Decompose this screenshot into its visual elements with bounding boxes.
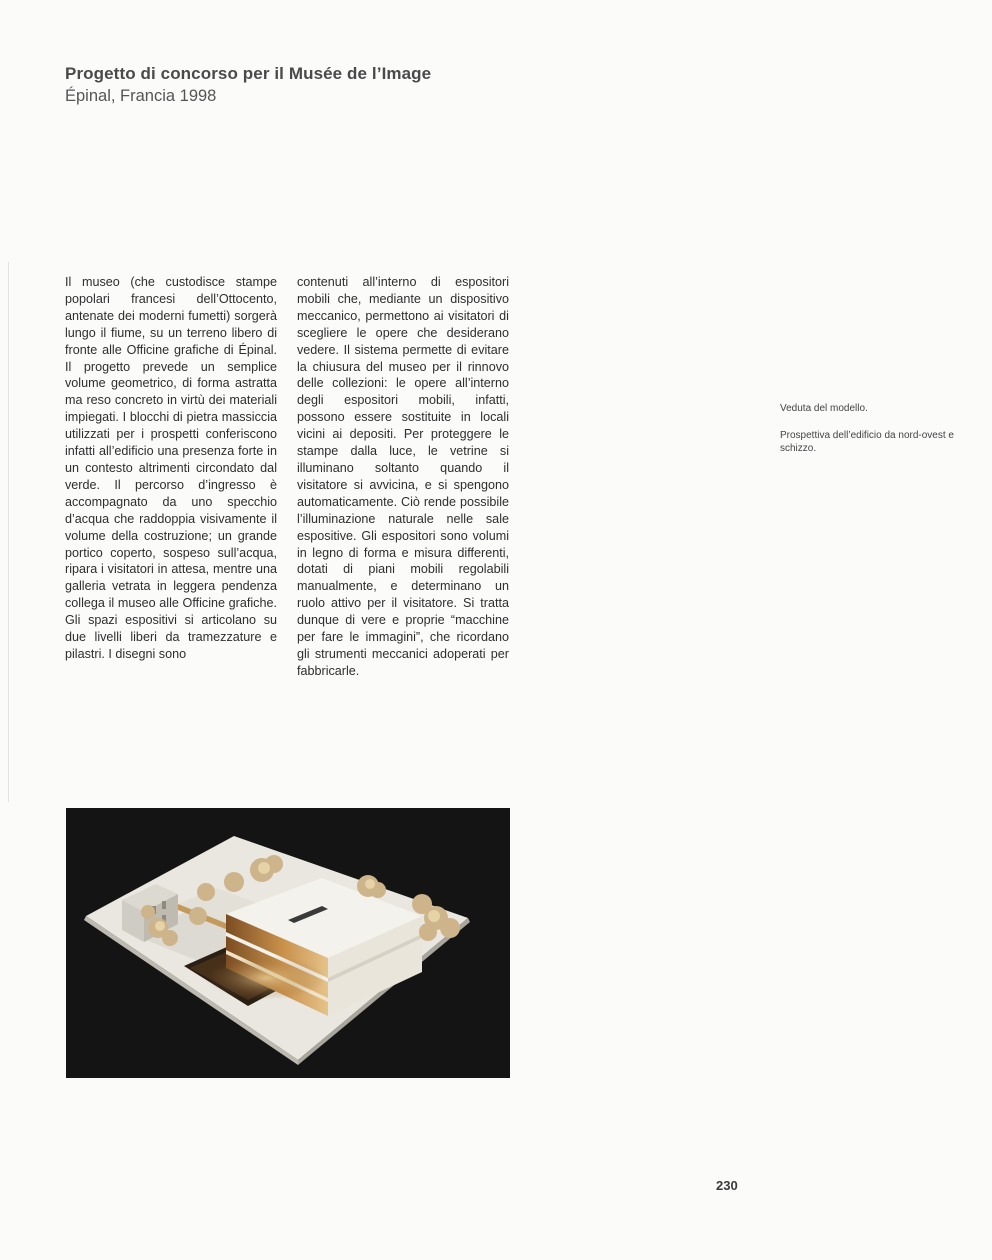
body-column-2: contenuti all’interno di espositori mobili che, mediante un dispositivo meccanico, permettono ai visitatori di scegliere le opere che desiderano vedere. Il sistema permette di evitare la chiusura del museo per il rinnovo delle collezioni: le opere all’interno degli espositori mobili, infatti, possono essere sostituite in locali vicini ai depositi. Per proteggere le stampe dalla luce, le vetrine si illuminano soltanto quando il visitatore si avvicina, e si spengono automaticamente. Ciò rende possibile l’illuminazione naturale nelle sale espositive. Gli espositori sono volumi in legno di forma e misura differenti, dotati di piani mobili regolabili manualmente, e determinano un ruolo attivo per il visitatore. Si tratta dunque di vere e proprie “macchine per fare le immagini”, che ricordano gli strumenti meccanici adoperati per fabbricarle. bbox=[297, 275, 509, 678]
caption-model-view: Veduta del modello. bbox=[780, 403, 868, 414]
page-subtitle: Épinal, Francia 1998 bbox=[65, 87, 217, 105]
page-title: Progetto di concorso per il Musée de l’Image bbox=[65, 64, 432, 83]
body-column-1: Il museo (che custodisce stampe popolari francesi dell’Ottocento, antenate dei moderni fumetti) sorgerà lungo il fiume, su un terreno libero di fronte alle Officine grafiche di Épinal. Il progetto prevede un semplice volume geometrico, di forma astratta ma reso concreto in virtù dei materiali impiegati. I blocchi di pietra massiccia utilizzati per i prospetti conferiscono infatti all’edificio una presenza forte in un contesto altrimenti circondato dal verde. Il percorso d’ingresso è accompagnato da uno specchio d’acqua che raddoppia visivamente il volume della costruzione; un grande portico coperto, sospeso sull’acqua, ripara i visitatori in attesa, mentre una galleria vetrata in leggera pendenza collega il museo alle Officine grafiche. Gli spazi espositivi si articolano su due livelli liberi da tramezzature e pilastri. I disegni sono bbox=[65, 275, 277, 661]
caption-perspective: Prospettiva dell’edificio da nord-ovest e schizzo. bbox=[780, 430, 954, 454]
architectural-model-image bbox=[66, 808, 510, 1078]
margin-rule bbox=[8, 262, 9, 802]
page-number: 230 bbox=[716, 1178, 738, 1193]
model-photo bbox=[66, 808, 510, 1078]
